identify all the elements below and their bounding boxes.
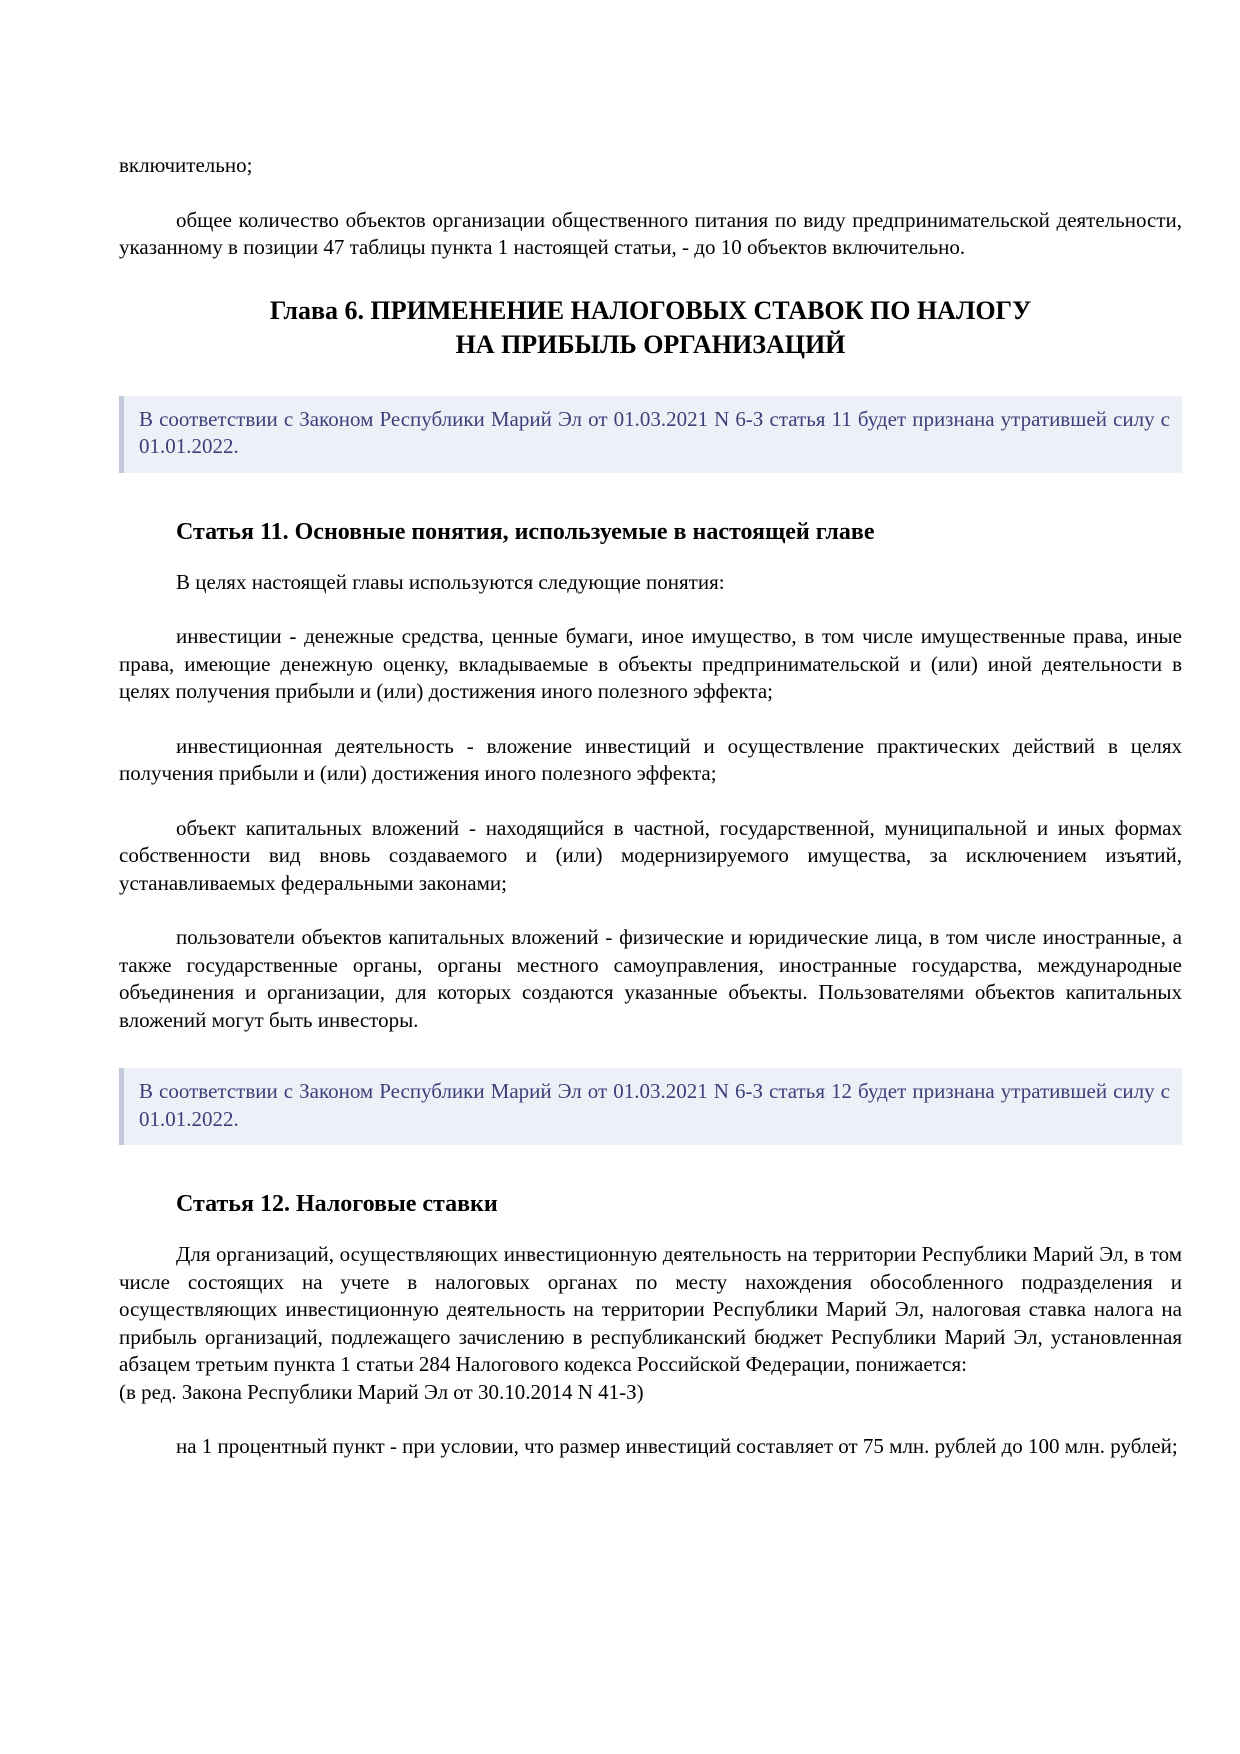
article-11-title: Статья 11. Основные понятия, используемые в настоящей главе [176, 518, 875, 545]
definition-investment-activity: инвестиционная деятельность - вложение инвестиций и осуществление практических действий в целях получения прибыли и (или) достижения иного полезного эффекта; [119, 733, 1182, 785]
definition-investments: инвестиции - денежные средства, ценные бумаги, иное имущество, в том числе имущественные права, иные права, имеющие денежную оценку, вкладываемые в объекты предпринимательской и (или) иной деятельности в целях получения прибыли и (или) достижения иного полезного эффекта; [119, 624, 1182, 703]
definition-object-users: пользователи объектов капитальных вложений - физические и юридические лица, в том числе иностранные, а также государственные органы, органы местного самоуправления, иностранные государства, международные объединения и организации, для которых создаются указанные объекты. Пользователями объектов капитальных вложений могут быть инвесторы. [119, 925, 1182, 1032]
chapter-title-line-2: НА ПРИБЫЛЬ ОРГАНИЗАЦИЙ [455, 329, 846, 359]
rate-reduction-1-point: на 1 процентный пункт - при условии, что размер инвестиций составляет от 75 млн. рублей до 100 млн. рублей; [176, 1434, 1178, 1458]
article-12-main-paragraph: Для организаций, осуществляющих инвестиционную деятельность на территории Республики Марий Эл, в том числе состоящих на учете в налоговых органах по месту нахождения обособленного подразделения и осуществляющих инвестиционную деятельность на территории Республики Марий Эл, налоговая ставка налога на прибыль организаций, подлежащего зачислению в республиканский бюджет Республики Марий Эл, установленная абзацем третьим пункта 1 статьи 284 Налогового кодекса Российской Федерации, понижается: [119, 1242, 1182, 1376]
document-page [119, 152, 1182, 1461]
chapter-title [119, 294, 1182, 362]
chapter-title-line-1: Глава 6. ПРИМЕНЕНИЕ НАЛОГОВЫХ СТАВОК ПО НАЛОГУ [269, 295, 1032, 325]
repeal-notice-article-11 [119, 396, 1182, 473]
paragraph-continuation: включительно; [119, 153, 253, 177]
definition-capital-investment-object: объект капитальных вложений - находящийся в частной, государственной, муниципальной и иных формах собственности вид вновь создаваемого и (или) модернизируемого имущества, за исключением изъятий, устанавливаемых федеральными законами; [119, 815, 1182, 895]
article-11-intro: В целях настоящей главы используются следующие понятия: [176, 569, 725, 594]
repeal-notice-text: В соответствии с Законом Республики Марий Эл от 01.03.2021 N 6-З статья 11 будет признана утратившей силу с 01.01.2022. [139, 406, 1170, 458]
paragraph-catering-objects: общее количество объектов организации общественного питания по виду предпринимательской деятельности, указанному в позиции 47 таблицы пункта 1 настоящей статьи, - до 10 объектов включительно. [119, 207, 1182, 259]
amendment-note: (в ред. Закона Республики Марий Эл от 30.10.2014 N 41-З) [119, 1379, 644, 1404]
repeal-notice-text: В соответствии с Законом Республики Марий Эл от 01.03.2021 N 6-З статья 12 будет признана утратившей силу с 01.01.2022. [139, 1079, 1170, 1131]
repeal-notice-article-12 [119, 1068, 1182, 1145]
article-12-title: Статья 12. Налоговые ставки [176, 1191, 498, 1217]
